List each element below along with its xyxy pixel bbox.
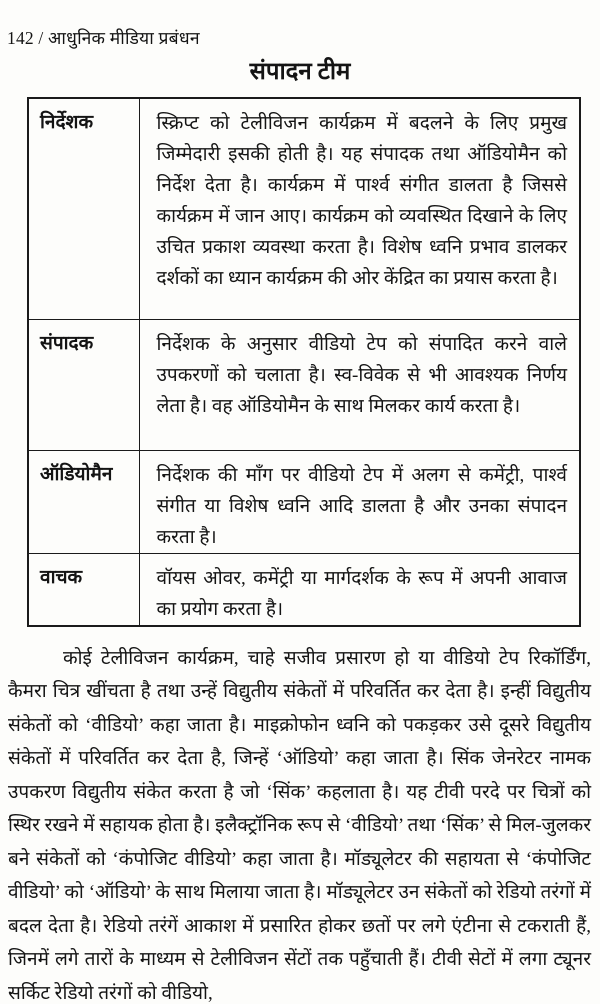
page-title: संपादन टीम (249, 59, 351, 85)
table-row (28, 553, 580, 626)
description-cell: स्क्रिप्ट को टेलीविजन कार्यक्रम में बदलने के लिए प्रमुख जिम्मेदारी इसकी होती है। यह संपादक तथा ऑडियोमैन को निर्देश देता है। कार्यक्रम में पार्श्व संगीत डालता है जिससे कार्यक्रम में जान आए। कार्यक्रम को व्यवस्थित दिखाने के लिए उचित प्रकाश व्यवस्था करता है। विशेष ध्वनि प्रभाव डालकर दर्शकों का ध्यान कार्यक्रम की ओर केंद्रित का प्रयास करता है। (139, 98, 580, 319)
running-header: 142 / आधुनिक मीडिया प्रबंधन (7, 28, 200, 48)
role-cell: ऑडियोमैन (28, 450, 139, 553)
table-row (28, 98, 580, 319)
role-cell: संपादक (28, 319, 139, 450)
table-row (28, 319, 580, 450)
body-paragraph: कोई टेलीविजन कार्यक्रम, चाहे सजीव प्रसारण हो या वीडियो टेप रिकॉर्डिंग, कैमरा चित्र खींचता है तथा उन्हें विद्युतीय संकेतों में परिवर्तित कर देता है। इन्हीं विद्युतीय संकेतों को ‘वीडियो’ कहा जाता है। माइक्रोफोन ध्वनि को पकड़कर उसे दूसरे विद्युतीय संकेतों में परिवर्तित कर देता है, जिन्हें ‘ऑडियो’ कहा जाता है। सिंक जेनरेटर नामक उपकरण विद्युतीय संकेत करता है जो ‘सिंक’ कहलाता है। यह टीवी परदे पर चित्रों को स्थिर रखने में सहायक होता है। इलैक्ट्रॉनिक रूप से ‘वीडियो’ तथा ‘सिंक’ से मिल-जुलकर बने संकेतों को ‘कंपोजिट वीडियो’ कहा जाता है। मॉड्यूलेटर की सहायता से ‘कंपोजिट वीडियो’ को ‘ऑडियो’ के साथ मिलाया जाता है। मॉड्यूलेटर उन संकेतों को रेडियो तरंगों में बदल देता है। रेडियो तरंगें आकाश में प्रसारित होकर छतों पर लगे एंटीना से टकराती हैं, जिनमें लगे तारों के माध्यम से टेलीविजन सेंटों तक पहुँचाती हैं। टीवी सेटों में लगा ट्यूनर सर्किट रेडियो तरंगों को वीडियो, (8, 647, 591, 1004)
description-cell: निर्देशक की माँग पर वीडियो टेप में अलग से कमेंट्री, पार्श्व संगीत या विशेष ध्वनि आदि डालता है और उनका संपादन करता है। (139, 450, 580, 553)
table-row (28, 450, 580, 553)
description-cell: वॉयस ओवर, कमेंट्री या मार्गदर्शक के रूप में अपनी आवाज का प्रयोग करता है। (139, 553, 580, 626)
editing-team-table (27, 97, 581, 627)
role-cell: निर्देशक (28, 98, 139, 319)
role-cell: वाचक (28, 553, 139, 626)
description-cell: निर्देशक के अनुसार वीडियो टेप को संपादित करने वाले उपकरणों को चलाता है। स्व-विवेक से भी आवश्यक निर्णय लेता है। वह ऑडियोमैन के साथ मिलकर कार्य करता है। (139, 319, 580, 450)
